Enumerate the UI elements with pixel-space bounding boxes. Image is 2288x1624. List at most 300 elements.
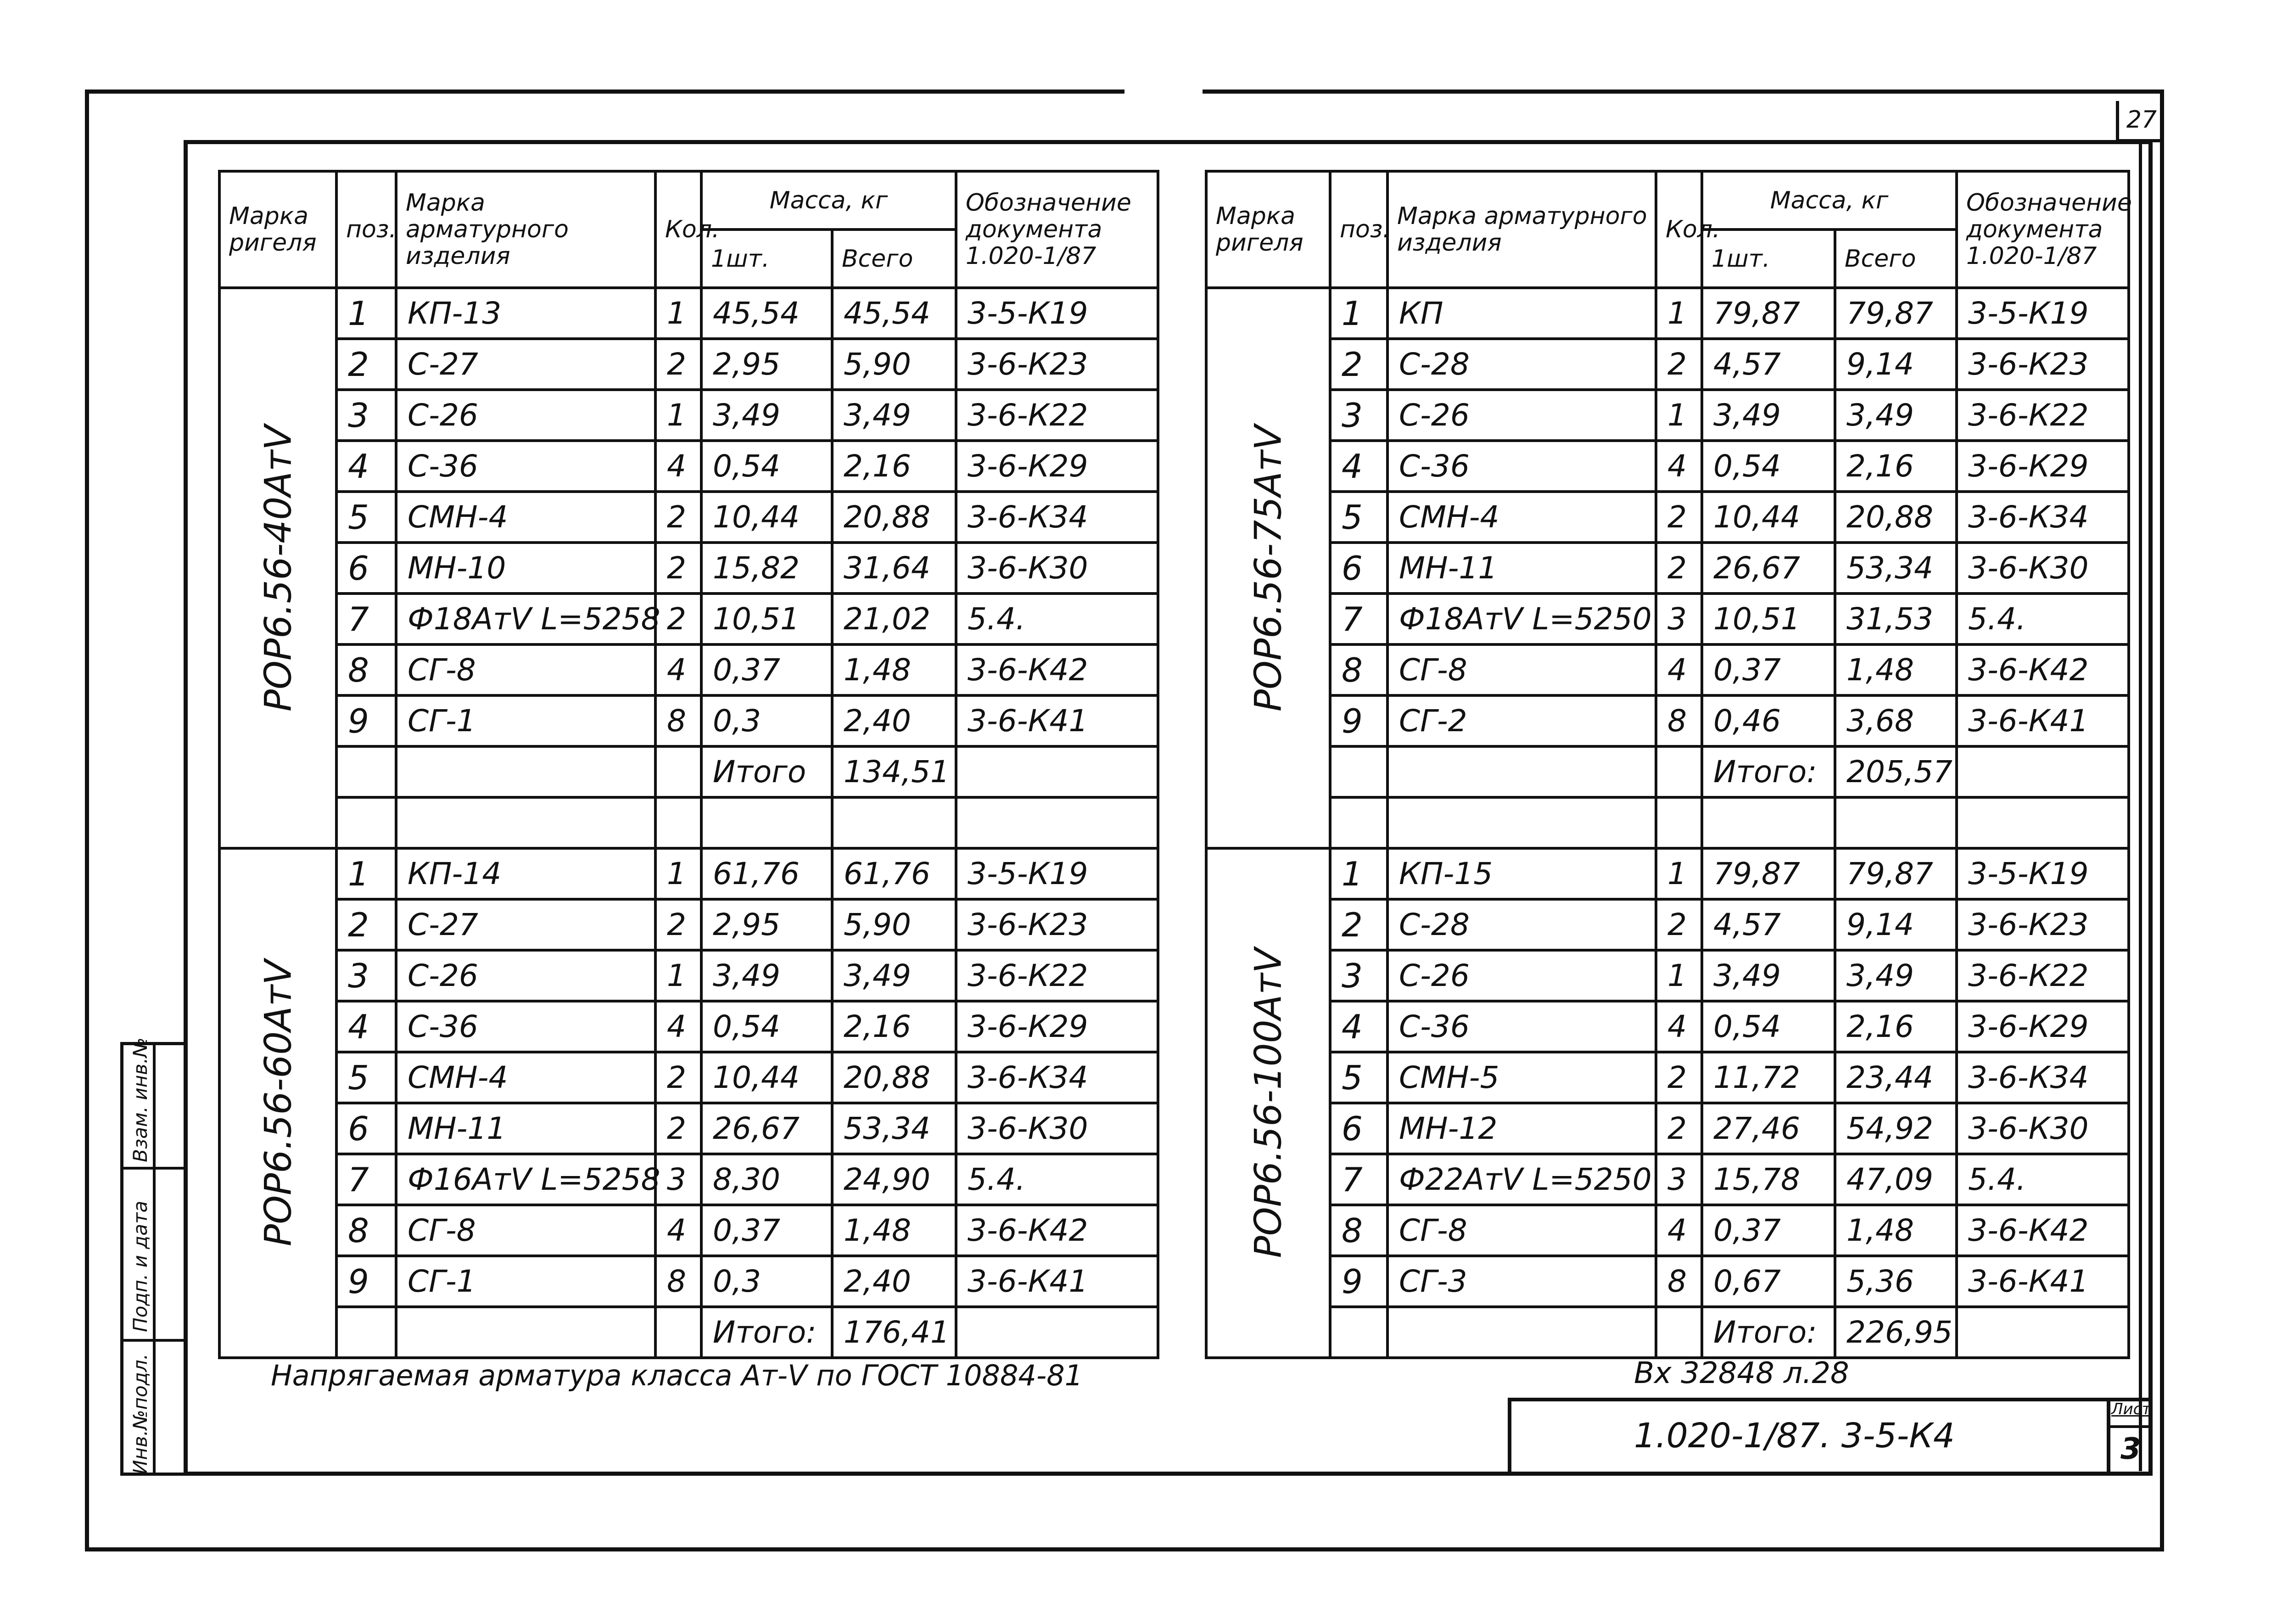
pos-cell: 8 xyxy=(336,644,396,695)
group-cell xyxy=(1206,848,1330,1358)
qty-cell: 1 xyxy=(655,390,701,441)
pos-cell xyxy=(336,1307,396,1358)
table-row xyxy=(1206,1256,2129,1307)
qty-cell xyxy=(655,1307,701,1358)
mark-cell: СГ-2 xyxy=(1387,695,1656,746)
qty-cell: 1 xyxy=(655,950,701,1001)
mass-one-cell: 3,49 xyxy=(1702,950,1835,1001)
pos-cell: 4 xyxy=(1330,1001,1387,1052)
table-row xyxy=(219,644,1158,695)
right-margin-bar xyxy=(2139,140,2153,1471)
doc-cell xyxy=(1957,797,2129,848)
pos-cell: 2 xyxy=(1330,899,1387,950)
mass-one-cell: 10,44 xyxy=(701,492,832,543)
pos-cell: 1 xyxy=(336,848,396,899)
group-cell xyxy=(219,848,336,1358)
qty-cell: 1 xyxy=(655,288,701,339)
mass-one-cell: 0,54 xyxy=(701,1001,832,1052)
mass-total-cell: 5,90 xyxy=(832,339,956,390)
doc-cell: 3-5-К19 xyxy=(956,848,1158,899)
pos-cell: 8 xyxy=(336,1205,396,1256)
archive-number: Вх 32848 л.28 xyxy=(1634,1356,1849,1390)
mass-total-cell: 20,88 xyxy=(1835,492,1957,543)
pos-cell xyxy=(336,746,396,797)
doc-cell: 3-6-К41 xyxy=(956,695,1158,746)
mass-total-cell: 45,54 xyxy=(832,288,956,339)
pos-cell: 1 xyxy=(1330,288,1387,339)
mass-one-cell: 10,44 xyxy=(1702,492,1835,543)
mass-one-cell: 10,51 xyxy=(1702,594,1835,644)
mass-one-cell: 45,54 xyxy=(701,288,832,339)
qty-cell: 8 xyxy=(655,695,701,746)
mark-cell: СГ-8 xyxy=(396,1205,655,1256)
mark-cell: СМН-5 xyxy=(1387,1052,1656,1103)
mass-total-cell: 21,02 xyxy=(832,594,956,644)
mass-one-cell: 26,67 xyxy=(1702,543,1835,594)
mark-cell: Ф18АтV L=5258 xyxy=(396,594,655,644)
girder-mark: РОР6.56-100АтV xyxy=(1247,948,1290,1258)
mass-one-cell: 0,54 xyxy=(1702,441,1835,492)
table-row xyxy=(219,899,1158,950)
mass-total-cell: 54,92 xyxy=(1835,1103,1957,1154)
mass-total-cell: 1,48 xyxy=(1835,644,1957,695)
mark-cell: Ф22АтV L=5250 xyxy=(1387,1154,1656,1205)
mass-total-cell: 176,41 xyxy=(832,1307,956,1358)
mass-total-cell: 31,53 xyxy=(1835,594,1957,644)
pos-cell: 5 xyxy=(1330,1052,1387,1103)
mark-cell: МН-12 xyxy=(1387,1103,1656,1154)
qty-cell: 2 xyxy=(1656,899,1702,950)
mass-one-cell: Итого: xyxy=(1702,746,1835,797)
qty-cell: 1 xyxy=(655,848,701,899)
header-group: Марка ригеля xyxy=(1206,171,1330,288)
table-row xyxy=(1206,899,2129,950)
mark-cell: СМН-4 xyxy=(396,1052,655,1103)
pos-cell: 3 xyxy=(336,390,396,441)
mark-cell: МН-11 xyxy=(396,1103,655,1154)
mass-total-cell: 20,88 xyxy=(832,492,956,543)
pos-cell: 1 xyxy=(336,288,396,339)
mass-one-cell: 8,30 xyxy=(701,1154,832,1205)
table-row xyxy=(1206,594,2129,644)
mass-one-cell: 3,49 xyxy=(701,390,832,441)
mass-one-cell: Итого: xyxy=(1702,1307,1835,1358)
mass-total-cell: 79,87 xyxy=(1835,288,1957,339)
girder-mark: РОР6.56-75АтV xyxy=(1247,425,1290,711)
table-row xyxy=(1206,543,2129,594)
mass-total-cell: 3,49 xyxy=(1835,950,1957,1001)
qty-cell: 2 xyxy=(655,492,701,543)
table-row xyxy=(1206,288,2129,339)
table-row xyxy=(1206,644,2129,695)
qty-cell: 1 xyxy=(1656,950,1702,1001)
doc-cell: 3-6-К41 xyxy=(956,1256,1158,1307)
mark-cell xyxy=(396,746,655,797)
qty-cell: 8 xyxy=(1656,695,1702,746)
table-row xyxy=(1206,441,2129,492)
pos-cell: 4 xyxy=(336,441,396,492)
table-row xyxy=(219,1103,1158,1154)
table-row xyxy=(1206,1307,2129,1358)
mark-cell: СГ-8 xyxy=(1387,1205,1656,1256)
qty-cell xyxy=(1656,797,1702,848)
mass-total-cell: 24,90 xyxy=(832,1154,956,1205)
mass-total-cell: 23,44 xyxy=(1835,1052,1957,1103)
header-pos: поз. xyxy=(1330,171,1387,288)
doc-cell: 3-6-К34 xyxy=(956,492,1158,543)
mass-total-cell: 31,64 xyxy=(832,543,956,594)
sheet-divider xyxy=(2107,1425,2153,1428)
mass-total-cell: 2,40 xyxy=(832,1256,956,1307)
pos-cell: 9 xyxy=(1330,1256,1387,1307)
qty-cell: 4 xyxy=(1656,644,1702,695)
mark-cell: КП-14 xyxy=(396,848,655,899)
table-row xyxy=(1206,339,2129,390)
mark-cell: МН-10 xyxy=(396,543,655,594)
table-row xyxy=(1206,1001,2129,1052)
qty-cell xyxy=(1656,746,1702,797)
mark-cell: С-36 xyxy=(1387,441,1656,492)
mass-one-cell: 10,44 xyxy=(701,1052,832,1103)
mass-one-cell: 0,54 xyxy=(701,441,832,492)
doc-cell: 3-6-К34 xyxy=(956,1052,1158,1103)
table-row xyxy=(219,543,1158,594)
mass-one-cell: 2,95 xyxy=(701,899,832,950)
qty-cell: 1 xyxy=(1656,288,1702,339)
qty-cell: 1 xyxy=(1656,390,1702,441)
mark-cell: С-36 xyxy=(396,1001,655,1052)
qty-cell: 3 xyxy=(1656,1154,1702,1205)
mass-total-cell: 5,90 xyxy=(832,899,956,950)
frame-gap xyxy=(1124,83,1203,96)
doc-cell xyxy=(956,746,1158,797)
pos-cell: 3 xyxy=(1330,390,1387,441)
stamp-divider xyxy=(123,1339,184,1342)
mass-one-cell xyxy=(1702,797,1835,848)
doc-cell: 3-6-К42 xyxy=(1957,644,2129,695)
pos-cell: 5 xyxy=(336,492,396,543)
doc-cell: 3-6-К23 xyxy=(956,899,1158,950)
mass-one-cell: 0,67 xyxy=(1702,1256,1835,1307)
doc-cell: 3-6-К23 xyxy=(956,339,1158,390)
pos-cell xyxy=(1330,797,1387,848)
girder-mark: РОР6.56-60АтV xyxy=(257,959,299,1247)
pos-cell xyxy=(336,797,396,848)
mark-cell: МН-11 xyxy=(1387,543,1656,594)
doc-cell: 5.4. xyxy=(956,1154,1158,1205)
table-row xyxy=(1206,950,2129,1001)
mass-total-cell: 2,16 xyxy=(1835,441,1957,492)
doc-cell: 3-5-К19 xyxy=(1957,288,2129,339)
qty-cell: 4 xyxy=(655,1205,701,1256)
mass-total-cell: 1,48 xyxy=(832,1205,956,1256)
mass-total-cell: 20,88 xyxy=(832,1052,956,1103)
pos-cell: 1 xyxy=(1330,848,1387,899)
mass-total-cell: 1,48 xyxy=(1835,1205,1957,1256)
doc-cell: 3-6-К30 xyxy=(1957,1103,2129,1154)
table-row xyxy=(1206,848,2129,899)
footnote: Напрягаемая арматура класса Ат-V по ГОСТ 10884-81 xyxy=(271,1359,1083,1392)
mark-cell: КП xyxy=(1387,288,1656,339)
mass-total-cell: 53,34 xyxy=(1835,543,1957,594)
doc-cell: 3-6-К41 xyxy=(1957,1256,2129,1307)
doc-cell: 3-6-К34 xyxy=(1957,1052,2129,1103)
table-row xyxy=(1206,1103,2129,1154)
mark-cell: Ф16АтV L=5258 xyxy=(396,1154,655,1205)
qty-cell: 2 xyxy=(655,1103,701,1154)
doc-cell: 5.4. xyxy=(1957,1154,2129,1205)
mass-total-cell: 134,51 xyxy=(832,746,956,797)
table-row xyxy=(219,1205,1158,1256)
mass-one-cell: 0,37 xyxy=(701,644,832,695)
table-row xyxy=(219,848,1158,899)
mass-one-cell: 0,37 xyxy=(701,1205,832,1256)
mark-cell: Ф18АтV L=5250 xyxy=(1387,594,1656,644)
mass-one-cell: 3,49 xyxy=(1702,390,1835,441)
table-row xyxy=(1206,390,2129,441)
table-row xyxy=(219,1307,1158,1358)
header-mark: Марка арматурного изделия xyxy=(396,171,655,288)
doc-cell: 3-6-К23 xyxy=(1957,899,2129,950)
doc-cell: 3-6-К22 xyxy=(1957,390,2129,441)
mass-total-cell: 1,48 xyxy=(832,644,956,695)
stamp-inv-no: Инв.№подл. xyxy=(129,1353,151,1474)
header-mass: Масса, кг xyxy=(1702,171,1957,230)
mass-total-cell: 5,36 xyxy=(1835,1256,1957,1307)
mark-cell: СМН-4 xyxy=(396,492,655,543)
doc-cell: 3-6-К22 xyxy=(1957,950,2129,1001)
mark-cell xyxy=(1387,1307,1656,1358)
table-row xyxy=(1206,1052,2129,1103)
mass-total-cell: 2,16 xyxy=(1835,1001,1957,1052)
table-row xyxy=(1206,492,2129,543)
table-row xyxy=(219,746,1158,797)
pos-cell: 7 xyxy=(336,1154,396,1205)
header-mass-total: Всего xyxy=(1835,230,1957,288)
table-row xyxy=(219,441,1158,492)
mass-total-cell: 2,16 xyxy=(832,441,956,492)
doc-cell: 5.4. xyxy=(1957,594,2129,644)
doc-cell: 3-6-К30 xyxy=(956,543,1158,594)
doc-cell xyxy=(956,1307,1158,1358)
table-row xyxy=(219,1001,1158,1052)
qty-cell: 4 xyxy=(655,644,701,695)
mass-one-cell: 4,57 xyxy=(1702,899,1835,950)
pos-cell: 2 xyxy=(336,339,396,390)
doc-cell: 5.4. xyxy=(956,594,1158,644)
mass-one-cell: 15,82 xyxy=(701,543,832,594)
mass-total-cell: 9,14 xyxy=(1835,899,1957,950)
mass-one-cell: 0,3 xyxy=(701,1256,832,1307)
mass-one-cell: 27,46 xyxy=(1702,1103,1835,1154)
stamp-divider xyxy=(123,1167,184,1170)
header-mass-one: 1шт. xyxy=(1702,230,1835,288)
doc-cell: 3-6-К30 xyxy=(1957,543,2129,594)
qty-cell: 3 xyxy=(655,1154,701,1205)
doc-cell: 3-6-К22 xyxy=(956,390,1158,441)
pos-cell: 3 xyxy=(336,950,396,1001)
mark-cell xyxy=(396,1307,655,1358)
pos-cell: 6 xyxy=(336,543,396,594)
mass-total-cell: 205,57 xyxy=(1835,746,1957,797)
mark-cell: С-28 xyxy=(1387,899,1656,950)
doc-cell: 3-6-К41 xyxy=(1957,695,2129,746)
sheet-label: Лист xyxy=(2111,1400,2151,1418)
header-mark: Марка арматурного изделия xyxy=(1387,171,1656,288)
side-stamp xyxy=(120,1037,187,1476)
mark-cell: СГ-8 xyxy=(1387,644,1656,695)
mark-cell: СМН-4 xyxy=(1387,492,1656,543)
header-qty: Кол. xyxy=(1656,171,1702,288)
mass-total-cell: 53,34 xyxy=(832,1103,956,1154)
mark-cell: С-26 xyxy=(1387,390,1656,441)
qty-cell: 4 xyxy=(1656,1001,1702,1052)
mark-cell: С-26 xyxy=(1387,950,1656,1001)
header-qty: Кол. xyxy=(655,171,701,288)
pos-cell: 9 xyxy=(336,1256,396,1307)
mass-one-cell: 0,54 xyxy=(1702,1001,1835,1052)
mass-total-cell: 79,87 xyxy=(1835,848,1957,899)
table-row xyxy=(1206,695,2129,746)
table-row xyxy=(219,390,1158,441)
mass-total-cell xyxy=(1835,797,1957,848)
pos-cell: 9 xyxy=(1330,695,1387,746)
mass-total-cell: 2,40 xyxy=(832,695,956,746)
mass-total-cell: 47,09 xyxy=(1835,1154,1957,1205)
table-row xyxy=(219,339,1158,390)
mass-total-cell: 3,49 xyxy=(1835,390,1957,441)
header-mass: Масса, кг xyxy=(701,171,956,230)
qty-cell: 2 xyxy=(655,594,701,644)
doc-cell: 3-6-К42 xyxy=(956,644,1158,695)
doc-cell: 3-6-К34 xyxy=(1957,492,2129,543)
mass-one-cell: Итого xyxy=(701,746,832,797)
mark-cell: КП-15 xyxy=(1387,848,1656,899)
table-row xyxy=(219,1052,1158,1103)
table-row xyxy=(219,797,1158,848)
mass-one-cell: 0,37 xyxy=(1702,1205,1835,1256)
qty-cell: 2 xyxy=(1656,492,1702,543)
table-row xyxy=(219,594,1158,644)
doc-cell: 3-6-К23 xyxy=(1957,339,2129,390)
mass-one-cell: 3,49 xyxy=(701,950,832,1001)
pos-cell: 5 xyxy=(1330,492,1387,543)
mass-total-cell: 9,14 xyxy=(1835,339,1957,390)
qty-cell xyxy=(1656,1307,1702,1358)
pos-cell: 4 xyxy=(336,1001,396,1052)
right-table-body xyxy=(1206,288,2129,1358)
table-row xyxy=(219,492,1158,543)
mass-one-cell: 0,46 xyxy=(1702,695,1835,746)
doc-cell: 3-6-К29 xyxy=(1957,1001,2129,1052)
mark-cell: С-28 xyxy=(1387,339,1656,390)
mass-total-cell: 2,16 xyxy=(832,1001,956,1052)
qty-cell xyxy=(655,797,701,848)
mass-one-cell: 15,78 xyxy=(1702,1154,1835,1205)
pos-cell xyxy=(1330,746,1387,797)
qty-cell: 2 xyxy=(1656,543,1702,594)
qty-cell: 3 xyxy=(1656,594,1702,644)
mark-cell: С-36 xyxy=(1387,1001,1656,1052)
mark-cell: СГ-8 xyxy=(396,644,655,695)
header-doc: Обозначение документа 1.020-1/87 xyxy=(956,171,1158,288)
pos-cell xyxy=(1330,1307,1387,1358)
pos-cell: 4 xyxy=(1330,441,1387,492)
doc-cell xyxy=(1957,1307,2129,1358)
table-row xyxy=(219,695,1158,746)
group-cell xyxy=(1206,288,1330,848)
page-number: 27 xyxy=(2116,101,2164,142)
pos-cell: 5 xyxy=(336,1052,396,1103)
doc-cell xyxy=(1957,746,2129,797)
mass-total-cell: 3,68 xyxy=(1835,695,1957,746)
qty-cell: 4 xyxy=(655,441,701,492)
doc-cell: 3-5-К19 xyxy=(1957,848,2129,899)
doc-cell xyxy=(956,797,1158,848)
qty-cell: 4 xyxy=(1656,441,1702,492)
pos-cell: 7 xyxy=(1330,1154,1387,1205)
header-group: Марка ригеля xyxy=(219,171,336,288)
pos-cell: 8 xyxy=(1330,644,1387,695)
table-row xyxy=(219,1256,1158,1307)
doc-cell: 3-6-К42 xyxy=(956,1205,1158,1256)
mass-one-cell xyxy=(701,797,832,848)
group-cell xyxy=(219,288,336,848)
qty-cell: 2 xyxy=(655,1052,701,1103)
mark-cell: С-26 xyxy=(396,950,655,1001)
table-row xyxy=(219,950,1158,1001)
qty-cell: 4 xyxy=(655,1001,701,1052)
pos-cell: 6 xyxy=(1330,1103,1387,1154)
doc-cell: 3-6-К29 xyxy=(1957,441,2129,492)
mass-one-cell: 10,51 xyxy=(701,594,832,644)
mark-cell: С-27 xyxy=(396,339,655,390)
pos-cell: 8 xyxy=(1330,1205,1387,1256)
mass-one-cell: 61,76 xyxy=(701,848,832,899)
doc-cell: 3-6-К29 xyxy=(956,441,1158,492)
mass-one-cell: 4,57 xyxy=(1702,339,1835,390)
qty-cell: 2 xyxy=(655,899,701,950)
pos-cell: 2 xyxy=(1330,339,1387,390)
mass-one-cell: Итого: xyxy=(701,1307,832,1358)
qty-cell xyxy=(655,746,701,797)
mark-cell: СГ-1 xyxy=(396,695,655,746)
doc-cell: 3-5-К19 xyxy=(956,288,1158,339)
qty-cell: 8 xyxy=(655,1256,701,1307)
table-row xyxy=(1206,746,2129,797)
doc-cell: 3-6-К22 xyxy=(956,950,1158,1001)
doc-cell: 3-6-К30 xyxy=(956,1103,1158,1154)
mass-total-cell xyxy=(832,797,956,848)
right-spec-table xyxy=(1205,170,2130,1359)
pos-cell: 7 xyxy=(336,594,396,644)
mass-one-cell: 11,72 xyxy=(1702,1052,1835,1103)
pos-cell: 9 xyxy=(336,695,396,746)
table-row xyxy=(1206,797,2129,848)
mark-cell xyxy=(1387,797,1656,848)
mark-cell: С-36 xyxy=(396,441,655,492)
table-row xyxy=(219,1154,1158,1205)
mark-cell xyxy=(1387,746,1656,797)
mass-total-cell: 226,95 xyxy=(1835,1307,1957,1358)
girder-mark: РОР6.56-40АтV xyxy=(257,425,299,711)
mark-cell: С-26 xyxy=(396,390,655,441)
qty-cell: 2 xyxy=(655,543,701,594)
document-code: 1.020-1/87. 3-5-К4 xyxy=(1634,1416,1955,1456)
stamp-sign-date: Подп. и дата xyxy=(129,1200,151,1332)
mark-cell xyxy=(396,797,655,848)
left-spec-table xyxy=(218,170,1159,1359)
